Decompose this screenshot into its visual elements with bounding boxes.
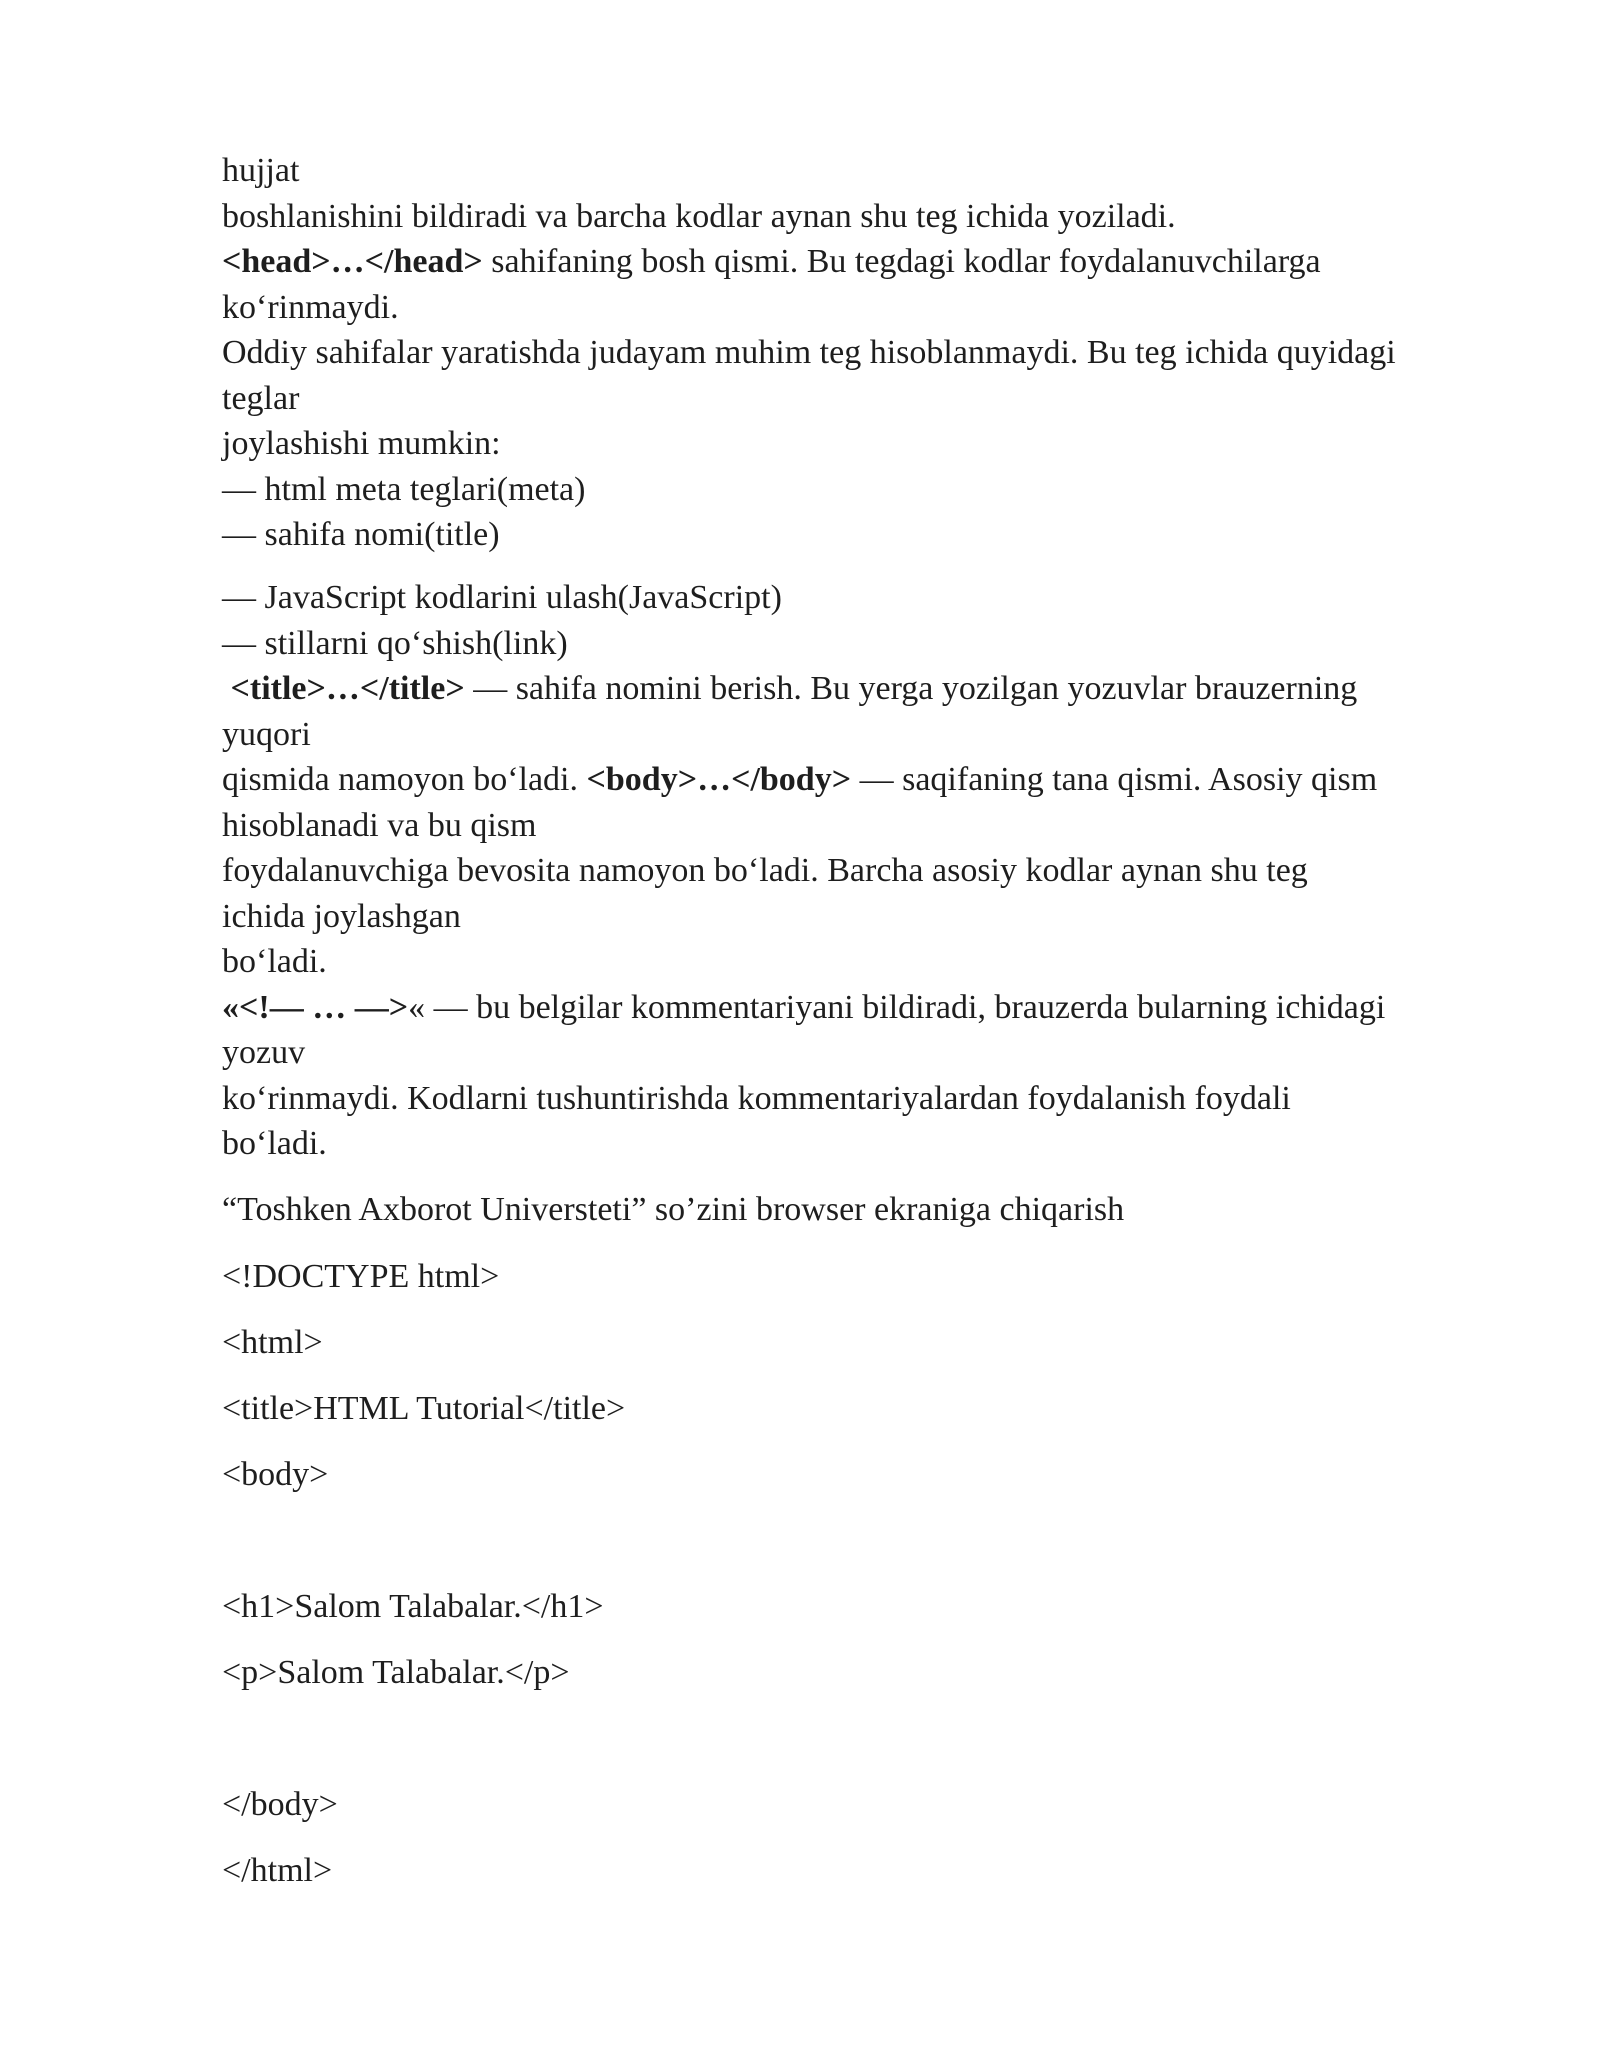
text-line: Oddiy sahifalar yaratishda judayam muhim teg hisoblanmaydi. Bu teg ichida quyidagi xyxy=(222,334,1396,371)
text-line: ko‘rinmaydi. xyxy=(222,288,399,326)
text-block-main xyxy=(222,575,1512,1232)
text-line: hujjat xyxy=(222,152,300,189)
text-line: bo‘ladi. xyxy=(222,1125,327,1162)
text-line: foydalanuvchiga bevosita namoyon bo‘ladi. Barcha asosiy kodlar aynan shu teg xyxy=(222,852,1308,889)
task-heading: “Toshken Axborot Universteti” so’zini browser ekraniga chiqarish xyxy=(222,1190,1125,1228)
code-line-h1: <h1>Salom Talabalar.</h1> xyxy=(222,1588,604,1625)
head-description: sahifaning bosh qismi. Bu tegdagi kodlar foydalanuvchilarga xyxy=(482,243,1321,280)
comment-description: « — bu belgilar kommentariyani bildiradi, brauzerda bularning ichidagi xyxy=(408,988,1386,1026)
list-item: — sahifa nomi(title) xyxy=(222,516,500,553)
head-tag-line xyxy=(222,239,1512,285)
title-description: — sahifa nomini berish. Bu yerga yozilgan yozuvlar brauzerning xyxy=(464,670,1358,707)
text-line: yuqori xyxy=(222,715,311,753)
body-description: — saqifaning tana qismi. Asosiy qism xyxy=(851,761,1378,798)
title-description-cont: qismida namoyon bo‘ladi. xyxy=(222,761,587,798)
list-item: — stillarni qo‘shish(link) xyxy=(222,624,568,662)
comment-tag: <!— … —> xyxy=(239,988,409,1026)
title-tag-line xyxy=(222,666,1512,712)
code-line-p: <p>Salom Talabalar.</p> xyxy=(222,1654,570,1691)
code-blank-line xyxy=(222,1518,1512,1584)
head-tag: <head>…</head> xyxy=(222,243,483,280)
text-line: yozuv xyxy=(222,1034,306,1071)
title-tag: <title>…</title> xyxy=(230,670,465,707)
code-line-body-open: <body> xyxy=(222,1456,329,1493)
text-line: hisoblanadi va bu qism xyxy=(222,806,537,844)
text-line: ko‘rinmaydi. Kodlarni tushuntirishda kommentariyalardan foydalanish foydali xyxy=(222,1079,1291,1117)
text-line: ichida joylashgan xyxy=(222,897,461,935)
text-line: teglar xyxy=(222,379,300,417)
code-line-body-close: </body> xyxy=(222,1786,338,1823)
body-tag: <body>…</body> xyxy=(586,761,852,798)
text-line: boshlanishini bildiradi va barcha kodlar aynan shu teg ichida yoziladi. xyxy=(222,197,1176,235)
code-line-html-open: <html> xyxy=(222,1324,323,1361)
body-tag-line xyxy=(222,757,1512,803)
text-block-intro xyxy=(222,148,1512,558)
code-line-html-close: </html> xyxy=(222,1852,333,1889)
list-item: — JavaScript kodlarini ulash(JavaScript) xyxy=(222,579,782,616)
comment-open: « xyxy=(222,988,239,1026)
code-blank-line xyxy=(222,1716,1512,1782)
code-line-title: <title>HTML Tutorial</title> xyxy=(222,1390,626,1427)
text-line: bo‘ladi. xyxy=(222,943,327,980)
list-item: — html meta teglari(meta) xyxy=(222,470,586,508)
code-line-doctype: <!DOCTYPE html> xyxy=(222,1258,500,1295)
text-line: joylashishi mumkin: xyxy=(222,425,501,462)
code-example xyxy=(222,1254,1512,1914)
comment-tag-line xyxy=(222,985,1512,1031)
